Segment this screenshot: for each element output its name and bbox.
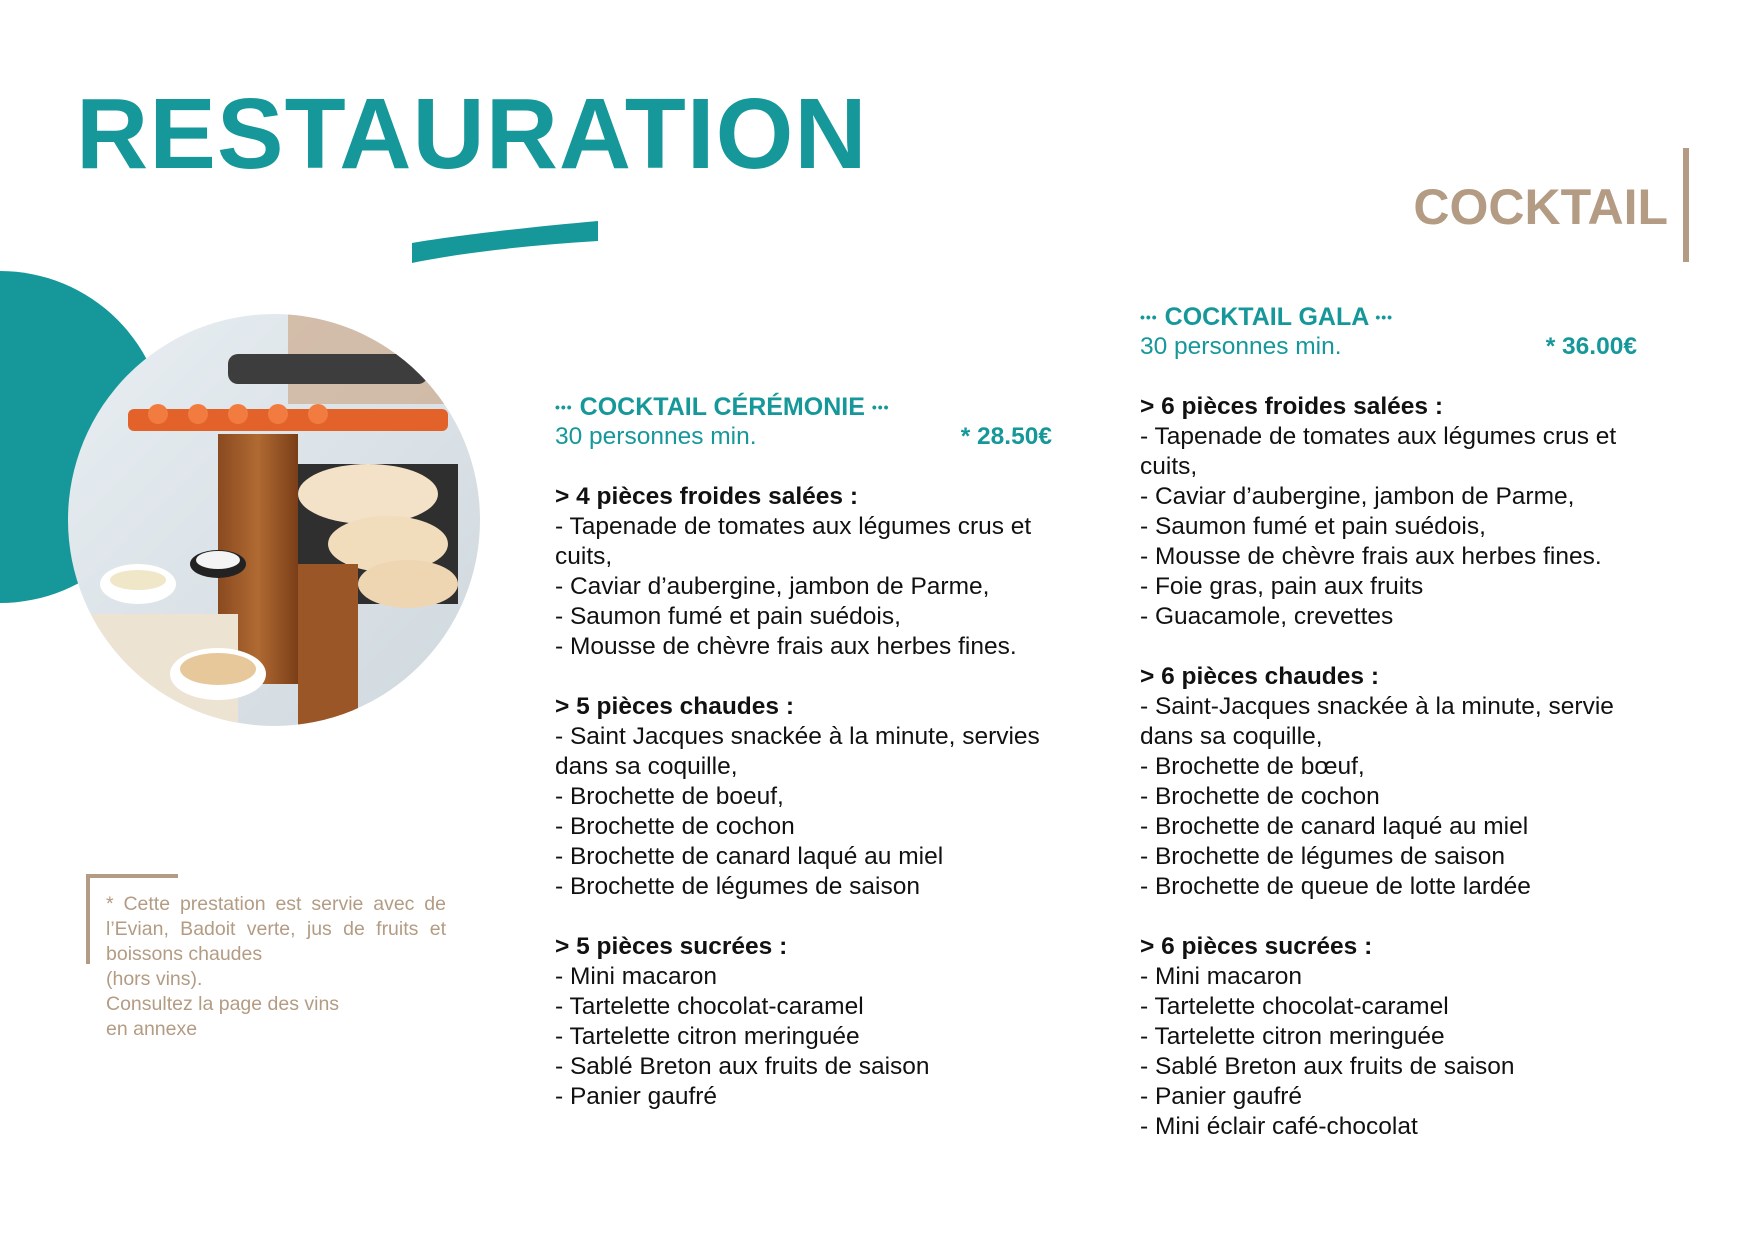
footnote-text: (hors vins). [106, 968, 203, 990]
list-item: - Panier gaufré [555, 1083, 718, 1110]
list-item: - Sablé Breton aux fruits de saison [1140, 1053, 1515, 1080]
dots-icon: ••• [1140, 309, 1158, 325]
footnote [106, 892, 446, 1042]
min-persons: 30 personnes min. [555, 423, 757, 450]
menu-title [555, 392, 1075, 422]
list-item: - Brochette de bœuf, [1140, 753, 1365, 780]
list-item: - Tapenade de tomates aux légumes crus et cuits, [555, 513, 1032, 570]
list-item: - Tartelette chocolat-caramel [1140, 993, 1449, 1020]
menu-title-text: COCKTAIL CÉRÉMONIE [579, 393, 865, 421]
list-item: - Caviar d’aubergine, jambon de Parme, [555, 573, 990, 600]
list-item: - Brochette de queue de lotte lardée [1140, 873, 1531, 900]
dots-icon: ••• [871, 399, 890, 415]
menu-cocktail-gala [1140, 302, 1660, 1142]
page-title: RESTAURATION [76, 78, 868, 190]
list-item: - Brochette de légumes de saison [1140, 843, 1505, 870]
list-item: - Panier gaufré [1140, 1083, 1303, 1110]
list-item: - Caviar d’aubergine, jambon de Parme, [1140, 483, 1575, 510]
section-divider-bar [1683, 148, 1689, 262]
item-list [1140, 692, 1660, 902]
list-item: - Saumon fumé et pain suédois, [555, 603, 901, 630]
buffet-photo [68, 314, 480, 726]
list-item: - Foie gras, pain aux fruits [1140, 573, 1424, 600]
list-item: - Sablé Breton aux fruits de saison [555, 1053, 930, 1080]
list-item: - Mini macaron [555, 963, 718, 990]
list-item: - Brochette de cochon [555, 813, 795, 840]
menu-title [1140, 302, 1660, 332]
list-item: - Brochette de canard laqué au miel [555, 843, 944, 870]
section-label: COCKTAIL [1413, 179, 1668, 235]
list-item: - Saint Jacques snackée à la minute, servies dans sa coquille, [555, 723, 1040, 780]
menu-group [555, 692, 1075, 902]
list-item: - Tartelette chocolat-caramel [555, 993, 864, 1020]
list-item: - Mousse de chèvre frais aux herbes fines. [1140, 543, 1602, 570]
list-item: - Mini macaron [1140, 963, 1303, 990]
item-list [555, 512, 1075, 662]
menu-meta [555, 422, 1052, 452]
list-item: - Brochette de boeuf, [555, 783, 784, 810]
min-persons: 30 personnes min. [1140, 333, 1342, 360]
group-title: > 6 pièces sucrées : [1140, 933, 1373, 960]
list-item: - Mousse de chèvre frais aux herbes fines. [555, 633, 1017, 660]
list-item: - Tapenade de tomates aux légumes crus et cuits, [1140, 423, 1617, 480]
menu-group [1140, 392, 1660, 632]
menu-title-text: COCKTAIL GALA [1164, 303, 1369, 331]
dots-icon: ••• [1375, 309, 1394, 325]
list-item: - Tartelette citron meringuée [555, 1023, 860, 1050]
item-list [555, 962, 1075, 1112]
footnote-text: * Cette prestation est servie avec de l’Evian, Badoit verte, jus de fruits et boissons chaudes [106, 893, 446, 965]
menu-group [1140, 932, 1660, 1142]
list-item: - Tartelette citron meringuée [1140, 1023, 1445, 1050]
group-title: > 5 pièces sucrées : [555, 933, 788, 960]
menu-group [555, 932, 1075, 1112]
price: * 28.50€ [960, 423, 1052, 450]
list-item: - Brochette de légumes de saison [555, 873, 920, 900]
item-list [555, 722, 1075, 902]
item-list [1140, 962, 1660, 1142]
menu-group [555, 482, 1075, 662]
group-title: > 6 pièces chaudes : [1140, 663, 1379, 690]
note-bracket [86, 874, 90, 964]
group-title: > 5 pièces chaudes : [555, 693, 794, 720]
group-title: > 4 pièces froides salées : [555, 483, 859, 510]
dots-icon: ••• [555, 399, 573, 415]
list-item: - Brochette de canard laqué au miel [1140, 813, 1529, 840]
menu-cocktail-ceremonie [555, 392, 1075, 1112]
list-item: - Saumon fumé et pain suédois, [1140, 513, 1486, 540]
note-bracket [86, 874, 178, 878]
item-list [1140, 422, 1660, 632]
menu-group [1140, 662, 1660, 902]
title-underline-stroke [410, 213, 600, 265]
footnote-text: Consultez la page des vins [106, 993, 340, 1015]
price: * 36.00€ [1545, 333, 1637, 360]
list-item: - Mini éclair café-chocolat [1140, 1113, 1418, 1140]
list-item: - Guacamole, crevettes [1140, 603, 1394, 630]
menu-meta [1140, 332, 1637, 362]
list-item: - Saint-Jacques snackée à la minute, servie dans sa coquille, [1140, 693, 1614, 750]
group-title: > 6 pièces froides salées : [1140, 393, 1444, 420]
list-item: - Brochette de cochon [1140, 783, 1380, 810]
footnote-text: en annexe [106, 1018, 198, 1040]
